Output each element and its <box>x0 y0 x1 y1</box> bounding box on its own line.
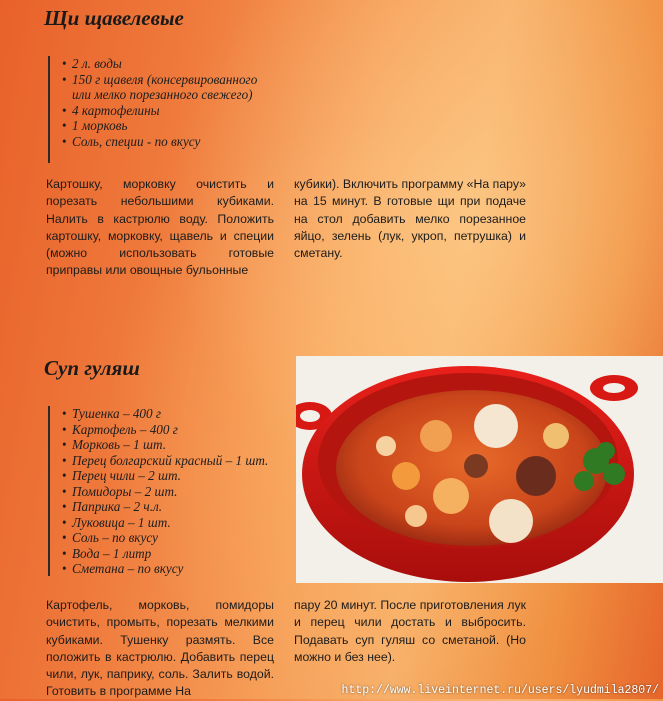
recipe1-ingredient-list <box>48 56 257 163</box>
recipe1-ingredient: • 4 картофелины <box>62 103 257 119</box>
recipe2-ingredient: • Перец болгарский красный – 1 шт. <box>62 453 268 469</box>
recipe2-title: Суп гуляш <box>44 356 140 380</box>
recipe2-text-col1: Картофель, морковь, помидоры очистить, промыть, порезать мелкими кубиками. Тушенку размять. Все положить в кастрюлю. Добавить перец чили, лук, паприку, соль. Залить водой. Готовить в программе На <box>46 598 274 699</box>
goulash-soup-photo <box>296 356 663 583</box>
recipe1-text-col1: Картошку, морковку очистить и порезать небольшими кубиками. Налить в кастрюлю воду. Положить картошку, морковку, щавель и специи (можно использовать готовые приправы или овощные бульонные <box>46 177 274 278</box>
recipe2-text-col2: пару 20 минут. После приготовления лук и перец чили достать и выбросить. Подавать суп гуляш со сметаной. (Но можно и без нее). <box>294 598 526 664</box>
recipe1-ingredient: • 2 л. воды <box>62 56 257 72</box>
recipe2-ingredient: • Тушенка – 400 г <box>62 406 268 422</box>
recipe2-ingredient: • Вода – 1 литр <box>62 546 268 562</box>
recipe1-ingredient: • 150 г щавеля (консервированного или мелко порезанного свежего) <box>62 72 257 103</box>
watermark-url: http://www.liveinternet.ru/users/lyudmila2807/ <box>341 684 659 697</box>
recipe2-ingredient: • Сметана – по вкусу <box>62 561 268 577</box>
recipe2-ingredient: • Паприка – 2 ч.л. <box>62 499 268 515</box>
recipe2-ingredient: • Перец чили – 2 шт. <box>62 468 268 484</box>
recipe2-ingredient: • Соль – по вкусу <box>62 530 268 546</box>
recipe1-title: Щи щавелевые <box>44 6 184 30</box>
recipe1-ingredient: • Соль, специи - по вкусу <box>62 134 257 150</box>
recipe1-text-col2: кубики). Включить программу «На пару» на 15 минут. В готовые щи при подаче на стол добавить мелко порезанное яйцо, зелень (лук, укроп, петрушка) и сметану. <box>294 177 526 261</box>
recipe1-ingredient: • 1 морковь <box>62 118 257 134</box>
recipe2-ingredient: • Помидоры – 2 шт. <box>62 484 268 500</box>
recipe2-ingredient: • Морковь – 1 шт. <box>62 437 268 453</box>
recipe2-ingredient-list <box>48 406 268 576</box>
recipe2-ingredient: • Картофель – 400 г <box>62 422 268 438</box>
recipe2-ingredient: • Луковица – 1 шт. <box>62 515 268 531</box>
